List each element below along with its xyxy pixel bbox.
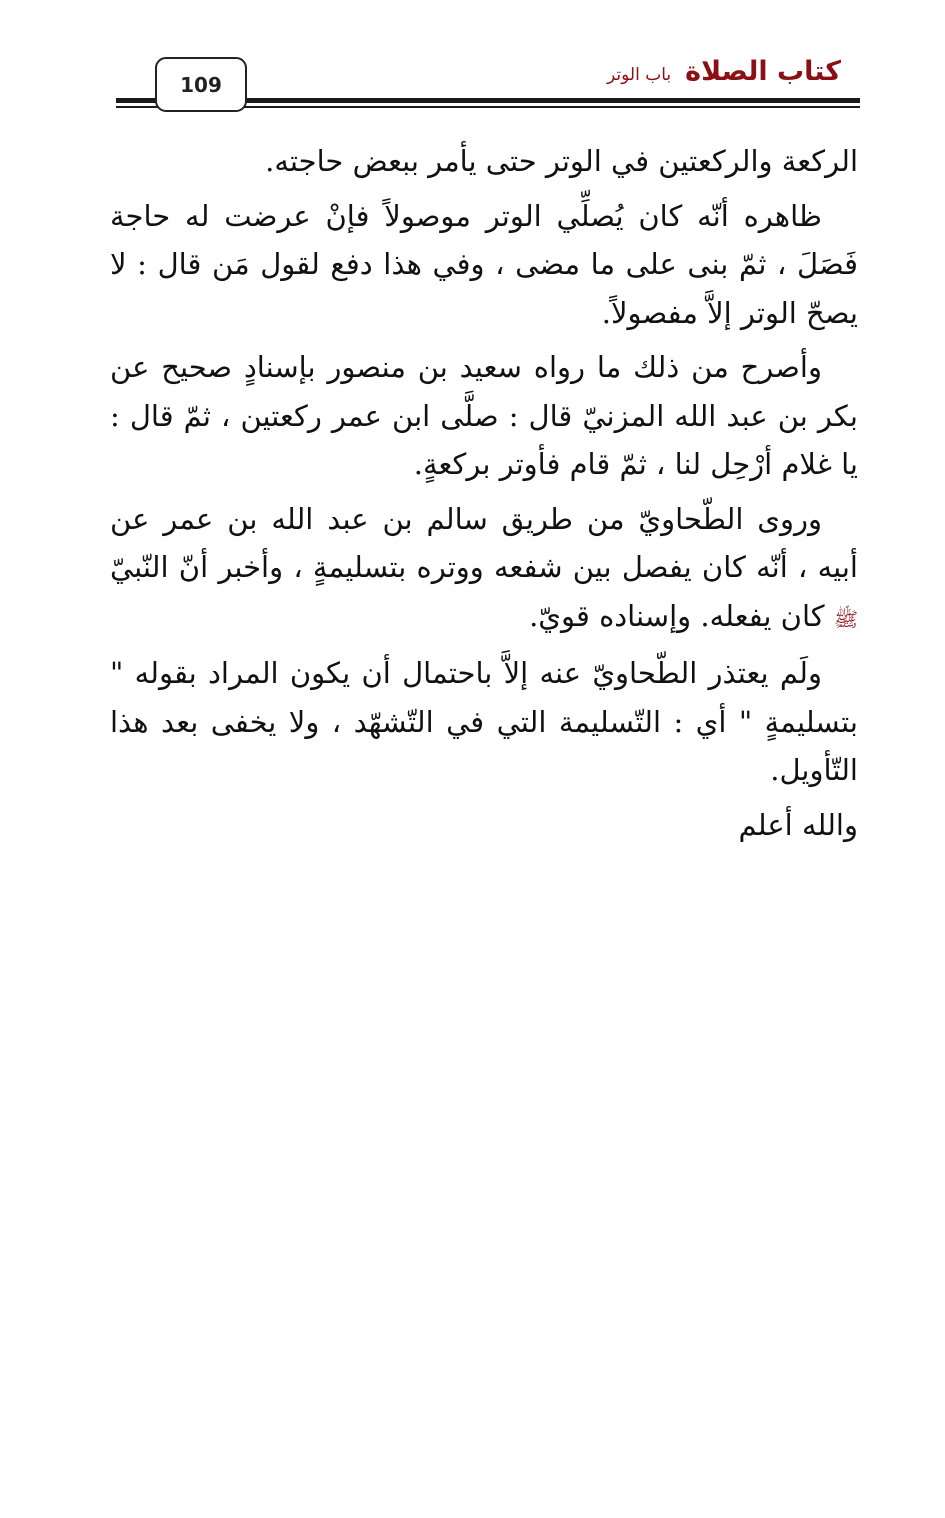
honorific-symbol: ﷺ [833,606,858,631]
page-header [0,0,945,120]
paragraph-1: الركعة والركعتين في الوتر حتى يأمر ببعض حاجته. [265,144,858,178]
paragraph-6: والله أعلم [738,807,858,842]
paragraph-4 [110,495,858,644]
page-body [110,137,858,855]
page-number-badge [155,57,247,112]
running-head [607,56,841,87]
paragraph-4-text-after: كان يفعله. وإسناده قويّ. [529,598,825,633]
book-title: كتاب الصلاة [685,56,841,87]
paragraph-3: وأصرح من ذلك ما رواه سعيد بن منصور بإسنادٍ صحيح عن بكر بن عبد الله المزنيّ قال : صلَّى ابن عمر ركعتين ، ثمّ قال : يا غلام أرْحِل لنا ، ثمّ قام فأوتر بركعةٍ. [110,350,858,481]
page-number: 109 [180,72,222,97]
paragraph-2: ظاهره أنّه كان يُصلِّي الوتر موصولاً فإنْ عرضت له حاجة فَصَلَ ، ثمّ بنى على ما مضى ، وفي هذا دفع لقول مَن قال : لا يصحّ الوتر إلاَّ مفصولاً. [110,198,858,330]
paragraph-4-text-before: وروى الطّحاويّ من طريق سالم بن عبد الله بن عمر عن أبيه ، أنّه كان يفصل بين شفعه ووتره بتسليمةٍ ، وأخبر أنّ النّبيّ [110,501,858,584]
paragraph-5: ولَم يعتذر الطّحاويّ عنه إلاَّ باحتمال أن يكون المراد بقوله " بتسليمةٍ " أي : التّسليمة التي في التّشهّد ، ولا يخفى بعد هذا التّأويل. [110,656,858,787]
chapter-title: باب الوتر [607,65,672,85]
